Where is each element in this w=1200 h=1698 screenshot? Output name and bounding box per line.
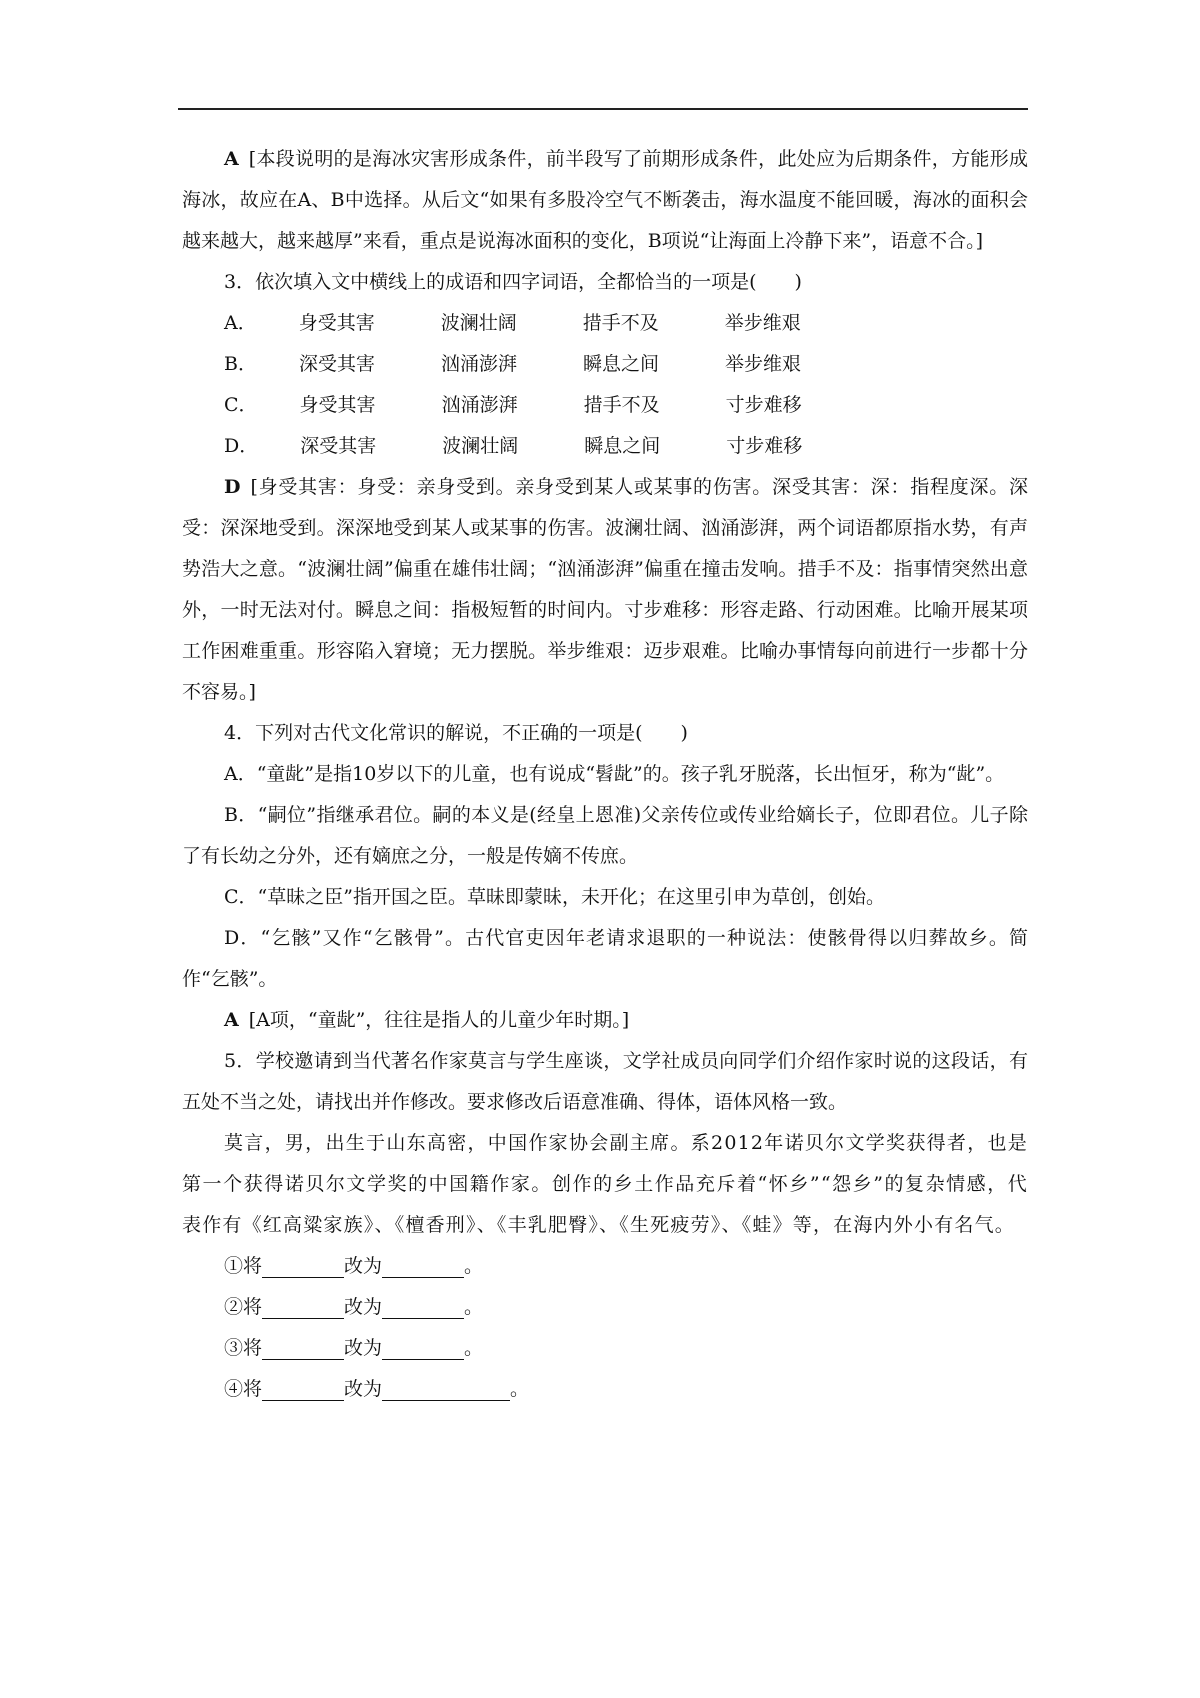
answer-blank-line-1 [182,1246,1028,1287]
question-3-option-a [182,303,1028,344]
option-label: B． [224,353,257,375]
blank-end: 。 [510,1378,530,1400]
question-5-stem: 5．学校邀请到当代著名作家莫言与学生座谈，文学社成员向同学们介绍作家时说的这段话，有五处不当之处，请找出并作修改。要求修改后语意准确、得体，语体风格一致。 [182,1050,1028,1113]
answer-blank-original[interactable] [262,1378,344,1401]
blank-number: ①将 [224,1255,263,1277]
option-word: 寸步难移 [726,435,803,457]
question-4-option-d: D．“乞骸”又作“乞骸骨”。古代官吏因年老请求退职的一种说法：使骸骨得以归葬故乡。简作“乞骸”。 [182,927,1028,990]
blank-number: ③将 [224,1337,263,1359]
question-3-option-d [182,426,1028,467]
option-word: 汹涌澎湃 [440,353,517,375]
option-label: A． [224,312,257,334]
option-word: 举步维艰 [725,353,802,375]
option-label: C． [224,394,258,416]
option-word: 身受其害 [298,312,375,334]
answer-blank-original[interactable] [262,1337,344,1360]
answer-blank-revised[interactable] [382,1296,464,1319]
option-word: 深受其害 [298,353,375,375]
document-body [182,139,1028,1410]
answer-2-paragraph [182,139,1028,262]
answer-4-paragraph [182,1000,1028,1041]
answer-blank-revised[interactable] [382,1255,464,1278]
blank-end: 。 [464,1337,484,1359]
answer-4-explanation: [A项，“童龀”，往往是指人的儿童少年时期。] [248,1009,630,1031]
option-word: 瞬息之间 [584,435,661,457]
question-3-stem: 3．依次填入文中横线上的成语和四字词语，全都恰当的一项是( ) [224,271,802,293]
question-5-passage: 莫言，男，出生于山东高密，中国作家协会副主席。系2012年诺贝尔文学奖获得者，也是第一个获得诺贝尔文学奖的中国籍作家。创作的乡土作品充斥着“怀乡”“怨乡”的复杂情感，代表作有《红高粱家族》、《檀香刑》、《丰乳肥臀》、《生死疲劳》、《蛙》等，在海内外小有名气。 [182,1132,1028,1236]
blank-middle: 改为 [344,1296,383,1318]
answer-4-letter: A [224,1009,239,1031]
blank-end: 。 [464,1255,484,1277]
question-4-stem: 4．下列对古代文化常识的解说，不正确的一项是( ) [224,722,688,744]
answer-3-paragraph [182,467,1028,713]
header-rule [178,108,1028,110]
answer-blank-revised[interactable] [382,1337,464,1360]
answer-blank-line-2 [182,1287,1028,1328]
option-word: 寸步难移 [725,394,802,416]
option-word: 汹涌澎湃 [441,394,518,416]
option-word: 波澜壮阔 [440,312,517,334]
blank-middle: 改为 [344,1337,383,1359]
answer-3-letter: D [224,476,241,498]
answer-3-explanation: [身受其害：身受：亲身受到。亲身受到某人或某事的伤害。深受其害：深：指程度深。深受：深深地受到。深深地受到某人或某事的伤害。波澜壮阔、汹涌澎湃，两个词语都原指水势，有声势浩大之意。“波澜壮阔”偏重在雄伟壮阔；“汹涌澎湃”偏重在撞击发响。措手不及：指事情突然出意外，一时无法对付。瞬息之间：指极短暂的时间内。寸步难移：形容走路、行动困难。比喻开展某项工作困难重重。形容陷入窘境；无力摆脱。举步维艰：迈步艰难。比喻办事情每向前进行一步都十分不容易。] [182,476,1028,703]
option-word: 措手不及 [582,312,659,334]
option-word: 波澜壮阔 [442,435,519,457]
question-4-option-c: C．“草昧之臣”指开国之臣。草昧即蒙昧，未开化；在这里引申为草创，创始。 [224,886,885,908]
blank-middle: 改为 [344,1378,383,1400]
option-label: D． [224,435,259,457]
blank-number: ②将 [224,1296,263,1318]
answer-blank-line-3 [182,1328,1028,1369]
answer-2-explanation: [本段说明的是海冰灾害形成条件，前半段写了前期形成条件，此处应为后期条件，方能形成海冰，故应在A、B中选择。从后文“如果有多股冷空气不断袭击，海水温度不能回暖，海冰的面积会越来越大，越来越厚”来看，重点是说海冰面积的变化，B项说“让海面上冷静下来”，语意不合。] [182,148,1028,252]
option-word: 身受其害 [299,394,376,416]
option-word: 措手不及 [583,394,660,416]
answer-blank-line-4 [182,1369,1028,1410]
blank-end: 。 [464,1296,484,1318]
blank-middle: 改为 [344,1255,383,1277]
question-3-option-c [182,385,1028,426]
question-4-option-b: B．“嗣位”指继承君位。嗣的本义是(经皇上恩准)父亲传位或传业给嫡长子，位即君位。儿子除了有长幼之分外，还有嫡庶之分，一般是传嫡不传庶。 [182,804,1028,867]
option-word: 举步维艰 [724,312,801,334]
blank-number: ④将 [224,1378,263,1400]
answer-blank-revised[interactable] [382,1378,510,1401]
option-word: 瞬息之间 [583,353,660,375]
answer-blank-original[interactable] [262,1255,344,1278]
answer-2-letter: A [224,148,239,170]
answer-blank-original[interactable] [262,1296,344,1319]
question-3-option-b [182,344,1028,385]
question-4-option-a: A．“童龀”是指10岁以下的儿童，也有说成“髫龀”的。孩子乳牙脱落，长出恒牙，称为“龀”。 [224,763,1005,785]
option-word: 深受其害 [300,435,377,457]
